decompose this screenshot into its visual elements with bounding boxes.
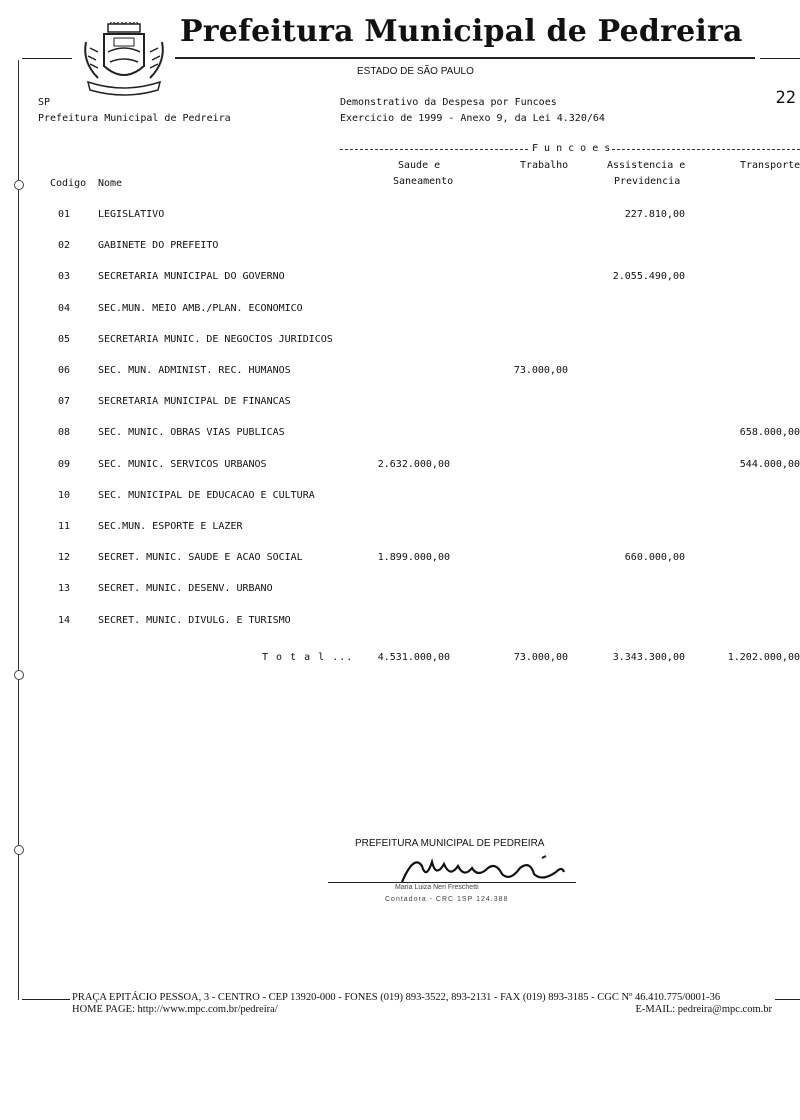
row-code: 08 (58, 427, 71, 439)
col-header-code: Codigo (50, 178, 87, 189)
row-code: 06 (58, 365, 71, 376)
row-code: 13 (58, 583, 71, 595)
total-assist: 3.343.300,00 (612, 652, 685, 663)
table-row (0, 271, 800, 291)
col-header-assist-1: Assistencia e (607, 160, 686, 171)
row-name: SECRET. MUNIC. SAUDE E ACAO SOCIAL (98, 552, 303, 564)
table-row (0, 427, 800, 447)
report-exercise: Exercicio de 1999 - Anexo 9, da Lei 4.320/64 (340, 113, 605, 124)
footer-email: E-MAIL: pedreira@mpc.com.br (635, 1004, 772, 1015)
row-name: GABINETE DO PREFEITO (98, 240, 219, 252)
row-code: 10 (58, 489, 71, 501)
row-code: 07 (58, 396, 71, 408)
functions-rule-right (612, 149, 800, 150)
signatory-name: Maria Luiza Neri Freschetti (395, 884, 479, 891)
total-row (0, 652, 800, 672)
report-title: Demonstrativo da Despesa por Funcoes (340, 97, 557, 108)
margin-hole-mark (14, 180, 24, 190)
municipal-coat-of-arms-icon (78, 22, 170, 100)
row-trabalho-value: 73.000,00 (513, 365, 568, 376)
table-row (0, 583, 800, 603)
header-left-entity: Prefeitura Municipal de Pedreira (38, 113, 231, 124)
footer-address-line: PRAÇA EPITÁCIO PESSOA, 3 - CENTRO - CEP 13920-000 - FONES (019) 893-3522, 893-2131 - FAX (019) 893-3185 - CGC Nº 46.410.775/0001-36 (72, 992, 721, 1003)
table-row (0, 552, 800, 572)
functions-group-label: F u n c o e s (532, 143, 611, 154)
footer-address (72, 992, 720, 1016)
letterhead-rule (175, 57, 755, 59)
row-name: SECRETARIA MUNIC. DE NEGOCIOS JURIDICOS (98, 333, 333, 345)
header-left-state: SP (38, 97, 51, 108)
col-header-assist-2: Previdencia (614, 176, 681, 187)
table-row (0, 209, 800, 229)
row-code: 05 (58, 333, 71, 345)
row-code: 04 (58, 302, 71, 314)
row-name: SEC. MUNICIPAL DE EDUCACAO E CULTURA (98, 489, 315, 501)
margin-hole-mark (14, 845, 24, 855)
row-name: SECRET. MUNIC. DESENV. URBANO (98, 583, 273, 595)
table-row (0, 521, 800, 541)
row-name: SECRETARIA MUNICIPAL DO GOVERNO (98, 271, 285, 283)
row-name: SECRETARIA MUNICIPAL DE FINANCAS (98, 396, 291, 408)
total-saude: 4.531.000,00 (377, 652, 450, 663)
row-saude-value: 2.632.000,00 (377, 458, 450, 470)
letterhead-rule-right (760, 58, 800, 59)
row-transp-value: 658.000,00 (739, 427, 800, 439)
row-assist-value: 2.055.490,00 (612, 271, 685, 283)
signature-stamp: PREFEITURA MUNICIPAL DE PEDREIRA (355, 838, 545, 849)
row-assist-value: 227.810,00 (624, 209, 685, 220)
row-name: SEC.MUN. ESPORTE E LAZER (98, 521, 243, 532)
table-row (0, 459, 800, 479)
table-row (0, 365, 800, 385)
row-name: SEC.MUN. MEIO AMB./PLAN. ECONOMICO (98, 302, 303, 314)
row-assist-value: 660.000,00 (624, 552, 685, 564)
page-title: Prefeitura Municipal de Pedreira (180, 14, 743, 49)
footer-homepage: HOME PAGE: http://www.mpc.com.br/pedreira/ (72, 1004, 278, 1015)
signatory-crc: Contadora - CRC 1SP 124.388 (385, 896, 509, 903)
row-name: SEC. MUN. ADMINIST. REC. HUMANOS (98, 365, 291, 376)
row-name: SEC. MUNIC. SERVICOS URBANOS (98, 458, 267, 470)
table-row (0, 615, 800, 635)
total-label: T o t a l ... (262, 652, 354, 663)
row-code: 12 (58, 552, 71, 564)
col-header-trabalho: Trabalho (520, 160, 569, 171)
col-header-saude-1: Saude e (398, 160, 441, 171)
table-row (0, 240, 800, 260)
functions-rule-left (340, 149, 528, 150)
col-header-saude-2: Saneamento (393, 176, 454, 187)
row-code: 09 (58, 458, 71, 470)
state-subtitle: ESTADO DE SÃO PAULO (357, 66, 474, 77)
footer-rule-left (22, 999, 70, 1000)
signature-line (328, 882, 576, 883)
total-trabalho: 73.000,00 (513, 652, 568, 663)
row-name: SEC. MUNIC. OBRAS VIAS PUBLICAS (98, 427, 285, 439)
page-number: 22 (775, 88, 796, 108)
total-transp: 1.202.000,00 (727, 652, 800, 663)
row-name: LEGISLATIVO (98, 209, 165, 220)
footer-rule-right (775, 999, 800, 1000)
row-transp-value: 544.000,00 (739, 458, 800, 470)
col-header-transp: Transporte (740, 160, 800, 171)
row-saude-value: 1.899.000,00 (377, 552, 450, 564)
table-row (0, 396, 800, 416)
row-code: 01 (58, 209, 71, 220)
col-header-name: Nome (98, 178, 123, 189)
table-row (0, 303, 800, 323)
table-row (0, 490, 800, 510)
table-row (0, 334, 800, 354)
row-name: SECRET. MUNIC. DIVULG. E TURISMO (98, 614, 291, 626)
row-code: 03 (58, 271, 71, 283)
row-code: 11 (58, 521, 71, 532)
letterhead-rule-left (22, 58, 72, 59)
row-code: 14 (58, 614, 71, 626)
row-code: 02 (58, 240, 71, 252)
